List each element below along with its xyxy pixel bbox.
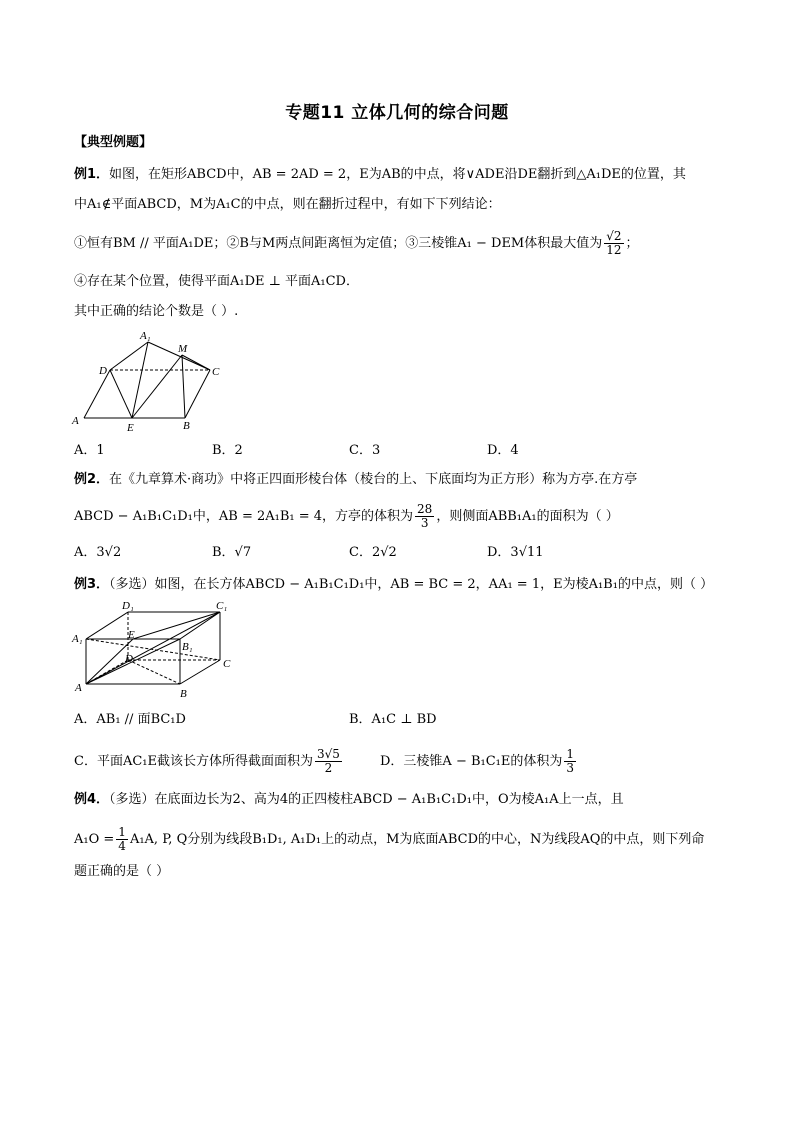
example-3-line-1: [74, 575, 713, 595]
example-1-line-5: 其中正确的结论个数是（ ）.: [74, 304, 239, 319]
fraction-28-over-3: $\frac{28}{3}$: [417, 502, 433, 530]
example-2-line-2: ABCD − A₁B₁C₁D₁中，AB = 2A₁B₁ = 4，方亭的体积为 $\frac{28}{3}$ ，则侧面ABB₁A₁的面积为（ ）: [74, 502, 619, 530]
example-3-option-b: B．A₁C ⊥ BD: [349, 712, 437, 727]
example-1-label: 例1．: [74, 167, 110, 182]
example-2-option-a: A．3√2: [74, 545, 122, 560]
example-1-text-3: ①恒有BM // 平面A₁DE；②B与M两点间距离恒为定值；③三棱锥A₁ − DEM体积最大值为: [74, 236, 603, 251]
fraction-1-over-3: $\frac{1}{3}$: [566, 747, 575, 775]
example-4-line-1: [74, 790, 624, 810]
example-3-label: 例3．: [74, 577, 110, 592]
example-1-line-2: 中A₁∉平面ABCD，M为A₁C的中点，则在翻折过程中，有如下下列结论：: [74, 197, 501, 212]
fraction-sqrt2-over-12: $\frac{√2}{12}$: [606, 229, 622, 257]
fig3-label-C: C: [223, 658, 231, 670]
fig1-label-B: B: [183, 420, 190, 432]
example-1-option-a: A．1: [74, 443, 105, 458]
section-label: 【典型例题】: [74, 135, 153, 150]
example-2-option-c: C．2√2: [349, 545, 397, 560]
fig3-label-E: E: [128, 629, 135, 641]
fig3-label-A1: A₁: [72, 633, 83, 645]
example-4-line-3: 题正确的是（ ）: [74, 864, 170, 879]
example-1-option-d: D．4: [487, 443, 519, 458]
example-1-line-1: [74, 165, 686, 185]
example-3-option-d: D．三棱锥A − B₁C₁E的体积为 $\frac{1}{3}$: [380, 747, 575, 775]
example-2-line-1: [74, 470, 637, 490]
page-title: 专题11 立体几何的综合问题: [285, 103, 509, 123]
example-3-text-1: （多选）如图，在长方体ABCD − A₁B₁C₁D₁中，AB = BC = 2，AA₁ = 1，E为棱A₁B₁的中点，则（ ）: [109, 577, 714, 592]
fig1-label-D: D: [99, 365, 107, 377]
example-1-option-b: B．2: [212, 443, 243, 458]
example-2-option-b: B．√7: [212, 545, 252, 560]
example-1-text-1: 如图，在矩形ABCD中，AB = 2AD = 2，E为AB的中点，将∨ADE沿DE翻折到△A₁DE的位置，其: [109, 167, 686, 182]
fig3-label-C1: C₁: [216, 600, 228, 612]
example-4-line-2: A₁O = $\frac{1}{4}$ A₁A, P, Q分别为线段B₁D₁, A₁D₁上的动点，M为底面ABCD的中心，N为线段AQ的中点，则下列命: [74, 825, 705, 853]
example-2-option-d: D．3√11: [487, 545, 544, 560]
fraction-3sqrt5-over-2: $\frac{3√5}{2}$: [316, 747, 340, 775]
fig1-label-A: A: [72, 415, 79, 427]
figure-3-cuboid: [70, 598, 240, 702]
example-1-line-4: ④存在某个位置，使得平面A₁DE ⊥ 平面A₁CD．: [74, 274, 359, 289]
fig3-label-D1: D₁: [122, 600, 134, 612]
fig3-label-D: D: [125, 653, 133, 665]
fig1-label-M: M: [178, 343, 188, 355]
example-1-option-c: C．3: [349, 443, 381, 458]
fig1-label-E: E: [127, 422, 134, 434]
example-3-option-c: C．平面AC₁E截该长方体所得截面面积为 $\frac{3√5}{2}$: [74, 747, 340, 775]
example-3-option-a: A．AB₁ // 面BC₁D: [74, 712, 186, 727]
figure-1-folded-rectangle: [70, 328, 230, 438]
example-4-text-1: （多选）在底面边长为2、高为4的正四棱柱ABCD − A₁B₁C₁D₁中，O为棱A₁A上一点，且: [109, 792, 624, 807]
fig3-label-B1: B₁: [182, 641, 193, 653]
fig3-label-B: B: [180, 688, 187, 700]
example-2-label: 例2．: [74, 472, 110, 487]
example-1-line-3: ①恒有BM // 平面A₁DE；②B与M两点间距离恒为定值；③三棱锥A₁ − DEM体积最大值为 $\frac{√2}{12}$ ；: [74, 229, 639, 257]
fig1-label-A1: A₁: [140, 330, 151, 342]
fig1-label-C: C: [212, 366, 220, 378]
example-4-label: 例4．: [74, 792, 110, 807]
example-2-text-1: 在《九章算术·商功》中将正四面形棱台体（棱台的上、下底面均为正方形）称为方亭.在方亭: [109, 472, 638, 487]
fig3-label-A: A: [75, 682, 82, 694]
fraction-1-over-4: $\frac{1}{4}$: [118, 825, 126, 853]
